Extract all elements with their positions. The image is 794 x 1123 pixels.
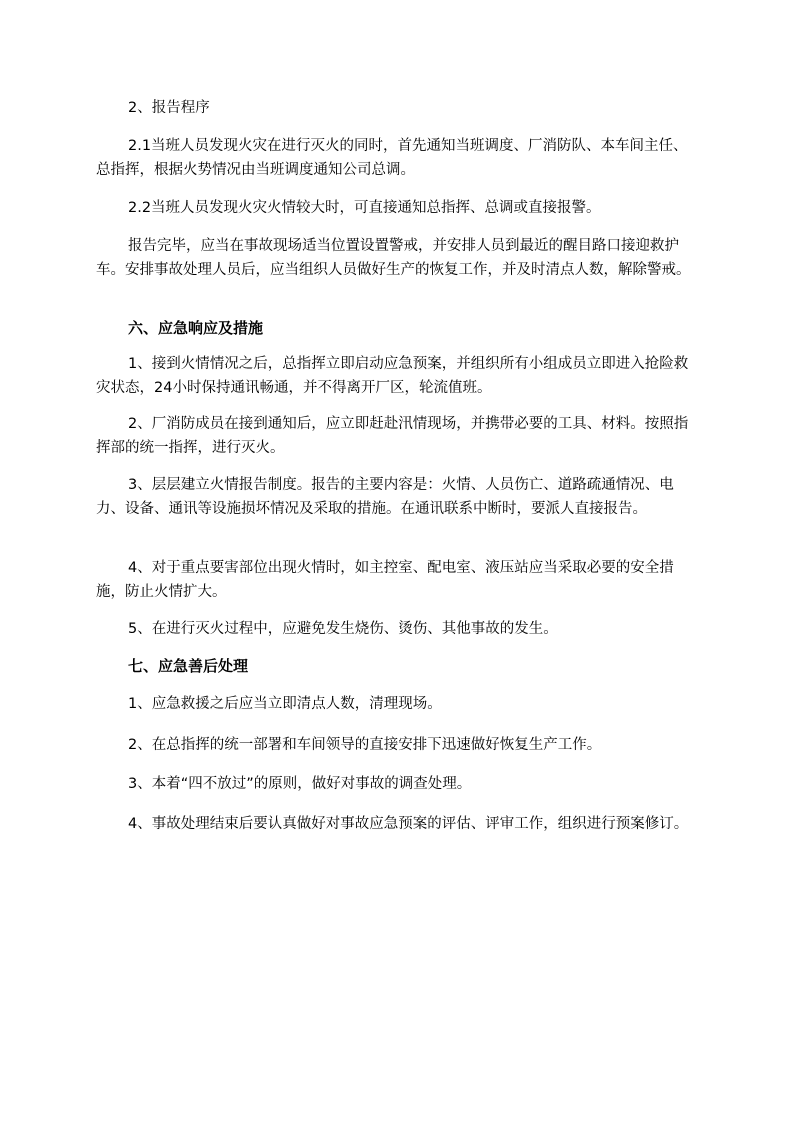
paragraph-6-1: 1、接到火情情况之后，总指挥立即启动应急预案，并组织所有小组成员立即进入抢险救灾状态，24小时保持通讯畅通，并不得离开厂区，轮流值班。 <box>96 356 689 396</box>
paragraph-6-4: 4、对于重点要害部位出现火情时，如主控室、配电室、液压站应当采取必要的安全措施，防止火情扩大。 <box>96 560 674 600</box>
paragraph-7-2: 2、在总指挥的统一部署和车间领导的直接安排下迅速做好恢复生产工作。 <box>128 737 602 753</box>
paragraph-6-5: 5、在进行灭火过程中，应避免发生烧伤、烫伤、其他事故的发生。 <box>128 621 558 637</box>
section-heading-6: 六、应急响应及措施 <box>128 319 264 337</box>
paragraph-7-3: 3、本着“四不放过”的原则，做好对事故的调查处理。 <box>128 776 472 792</box>
paragraph-7-4: 4、事故处理结束后要认真做好对事故应急预案的评估、评审工作，组织进行预案修订。 <box>128 816 689 832</box>
paragraph-6-3: 3、层层建立火情报告制度。报告的主要内容是：火情、人员伤亡、道路疏通情况、电力、设备、通讯等设施损坏情况及采取的措施。在通讯联系中断时，要派人直接报告。 <box>96 477 674 517</box>
paragraph-7-1: 1、应急救援之后应当立即清点人数，清理现场。 <box>128 696 442 712</box>
paragraph-2-1: 2.1当班人员发现火灾在进行灭火的同时，首先通知当班调度、厂消防队、本车间主任、总指挥，根据火势情况由当班调度通知公司总调。 <box>96 138 688 178</box>
section-heading-7: 七、应急善后处理 <box>128 657 249 675</box>
paragraph-report-complete: 报告完毕，应当在事故现场适当位置设置警戒，并安排人员到最近的醒目路口接迎救护车。安排事故处理人员后，应当组织人员做好生产的恢复工作，并及时清点人数，解除警戒。 <box>96 238 691 278</box>
paragraph-report-procedure-title: 2、报告程序 <box>128 100 210 116</box>
paragraph-2-2: 2.2当班人员发现火灾火情较大时，可直接通知总指挥、总调或直接报警。 <box>128 200 601 216</box>
paragraph-6-2: 2、厂消防成员在接到通知后，应立即赶赴汛情现场，并携带必要的工具、材料。按照指挥部的统一指挥，进行灭火。 <box>96 416 689 456</box>
